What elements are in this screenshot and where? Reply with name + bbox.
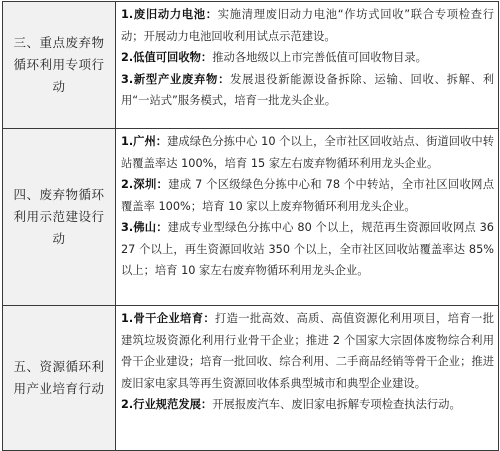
list-item bbox=[121, 69, 494, 112]
item-text: 打造一批高效、高质、高值资源化利用项目，培育一批建筑垃圾资源化利用行业骨干企业；推进 2 个国家大宗固体废物综合利用骨干企业建设；培育一批回收、综合利用、二手商品经销等骨干企业；推进废旧家电家具等再生资源回收体系典型城市和典型企业建设。 bbox=[121, 312, 494, 390]
item-text: 发展退役新能源设备拆除、运输、回收、拆解、利用“一站式”服务模式，培育一批龙头企业。 bbox=[121, 72, 494, 107]
item-lead: 1.广州： bbox=[121, 135, 168, 148]
table-row bbox=[3, 129, 499, 306]
item-text: 实施清理废旧动力电池“作坊式回收”联合专项检查行动；开展动力电池回收利用试点示范建设。 bbox=[121, 8, 494, 43]
category-label: 五、资源循环利用产业培育行动 bbox=[13, 359, 105, 396]
item-lead: 2.深圳： bbox=[121, 178, 169, 191]
category-label: 四、废弃物循环利用示范建设行动 bbox=[13, 187, 105, 246]
category-cell bbox=[3, 129, 116, 306]
item-lead: 2.行业规范发展： bbox=[121, 398, 213, 411]
list-item bbox=[121, 308, 494, 394]
item-lead: 3.佛山： bbox=[121, 221, 168, 234]
list-item bbox=[121, 217, 494, 282]
category-label: 三、重点废弃物循环利用专项行动 bbox=[13, 35, 105, 94]
category-cell bbox=[3, 2, 116, 129]
table-row bbox=[3, 2, 499, 129]
table-row bbox=[3, 306, 499, 451]
item-text: 建成绿色分拣中心 10 个以上，全市社区回收站点、街道回收中转站覆盖率达 100%，培育 15 家左右废弃物循环利用龙头企业。 bbox=[121, 135, 494, 170]
item-lead: 3.新型产业废弃物： bbox=[121, 72, 231, 86]
list-item bbox=[121, 394, 494, 416]
item-text: 建成 7 个区级绿色分拣中心和 78 个中转站，全市社区回收网点覆盖率 100%；培育 10 家以上废弃物循环利用龙头企业。 bbox=[121, 178, 494, 213]
list-item bbox=[121, 174, 494, 217]
list-item bbox=[121, 131, 494, 174]
item-text: 开展报废汽车、废旧家电拆解专项检查执法行动。 bbox=[212, 398, 461, 411]
content-cell bbox=[116, 2, 499, 129]
item-lead: 1.骨干企业培育： bbox=[121, 312, 215, 325]
action-plan-table bbox=[2, 1, 499, 451]
item-text: 推动各地级以上市完善低值可回收物目录。 bbox=[212, 51, 427, 64]
item-lead: 1.废旧动力电池： bbox=[121, 8, 218, 21]
item-text: 建成专业型绿色分拣中心 80 个以上，规范再生资源回收网点 3627 个以上，再生资源回收站 350 个以上，全市社区回收站覆盖率达 85%以上；培育 10 家左右废弃物循环利用龙头企业。 bbox=[121, 221, 494, 277]
list-item bbox=[121, 4, 494, 47]
item-lead: 2.低值可回收物： bbox=[121, 51, 213, 64]
list-item bbox=[121, 47, 494, 69]
content-cell bbox=[116, 129, 499, 306]
content-cell bbox=[116, 306, 499, 451]
category-cell bbox=[3, 306, 116, 451]
